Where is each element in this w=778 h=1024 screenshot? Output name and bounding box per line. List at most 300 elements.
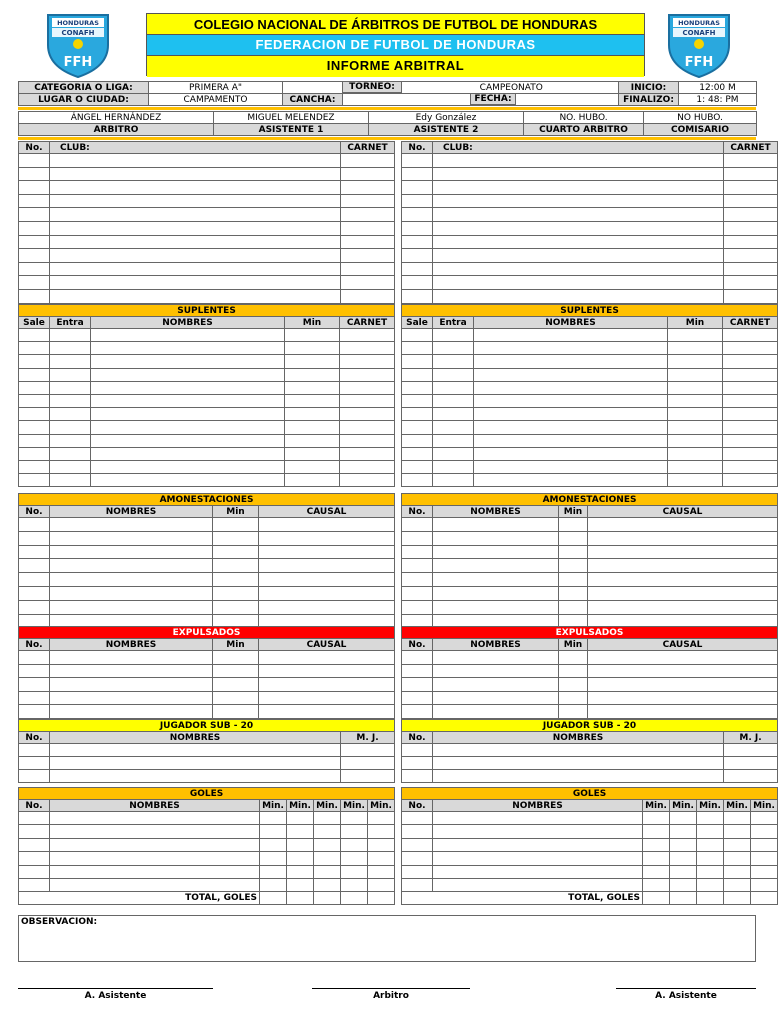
- table-cell[interactable]: [559, 678, 588, 692]
- table-cell[interactable]: [50, 573, 213, 587]
- table-cell[interactable]: [697, 838, 724, 851]
- table-cell[interactable]: [260, 838, 287, 851]
- table-cell[interactable]: [341, 154, 395, 168]
- table-cell[interactable]: [588, 545, 778, 559]
- table-cell[interactable]: [402, 852, 433, 865]
- table-cell[interactable]: [559, 664, 588, 678]
- table-cell[interactable]: [259, 545, 395, 559]
- table-cell[interactable]: [50, 381, 91, 394]
- table-cell[interactable]: [402, 770, 433, 783]
- table-cell[interactable]: [213, 573, 259, 587]
- table-cell[interactable]: [723, 355, 778, 368]
- total-cell[interactable]: [724, 892, 751, 905]
- table-cell[interactable]: [474, 460, 668, 473]
- table-cell[interactable]: [433, 559, 559, 573]
- official-name[interactable]: NO. HUBO.: [524, 112, 644, 124]
- table-cell[interactable]: [402, 518, 433, 532]
- table-cell[interactable]: [50, 329, 91, 342]
- table-cell[interactable]: [402, 447, 433, 460]
- table-cell[interactable]: [50, 545, 213, 559]
- table-cell[interactable]: [50, 812, 260, 825]
- table-cell[interactable]: [723, 474, 778, 487]
- table-cell[interactable]: [433, 368, 474, 381]
- table-cell[interactable]: [724, 744, 778, 757]
- table-cell[interactable]: [402, 355, 433, 368]
- table-cell[interactable]: [433, 181, 724, 195]
- total-cell[interactable]: [697, 892, 724, 905]
- table-cell[interactable]: [368, 865, 395, 878]
- table-cell[interactable]: [19, 474, 50, 487]
- table-cell[interactable]: [50, 221, 341, 235]
- table-cell[interactable]: [723, 368, 778, 381]
- table-cell[interactable]: [213, 678, 259, 692]
- table-cell[interactable]: [259, 573, 395, 587]
- table-cell[interactable]: [19, 447, 50, 460]
- table-cell[interactable]: [433, 276, 724, 290]
- table-cell[interactable]: [285, 474, 340, 487]
- table-cell[interactable]: [433, 235, 724, 249]
- table-cell[interactable]: [474, 329, 668, 342]
- table-cell[interactable]: [433, 812, 643, 825]
- table-cell[interactable]: [287, 878, 314, 891]
- table-cell[interactable]: [751, 812, 778, 825]
- table-cell[interactable]: [50, 600, 213, 614]
- table-cell[interactable]: [285, 447, 340, 460]
- table-cell[interactable]: [285, 421, 340, 434]
- table-cell[interactable]: [213, 518, 259, 532]
- table-cell[interactable]: [314, 852, 341, 865]
- table-cell[interactable]: [340, 342, 395, 355]
- table-cell[interactable]: [287, 838, 314, 851]
- table-cell[interactable]: [724, 194, 778, 208]
- table-cell[interactable]: [433, 434, 474, 447]
- total-cell[interactable]: [260, 892, 287, 905]
- table-cell[interactable]: [19, 394, 50, 407]
- table-cell[interactable]: [474, 447, 668, 460]
- table-cell[interactable]: [50, 181, 341, 195]
- table-cell[interactable]: [433, 531, 559, 545]
- table-cell[interactable]: [19, 852, 50, 865]
- table-cell[interactable]: [751, 878, 778, 891]
- table-cell[interactable]: [668, 460, 723, 473]
- table-cell[interactable]: [724, 812, 751, 825]
- table-cell[interactable]: [50, 825, 260, 838]
- total-cell[interactable]: [368, 892, 395, 905]
- official-name[interactable]: Edy González: [369, 112, 524, 124]
- table-cell[interactable]: [670, 865, 697, 878]
- table-cell[interactable]: [723, 447, 778, 460]
- table-cell[interactable]: [433, 865, 643, 878]
- table-cell[interactable]: [213, 559, 259, 573]
- table-cell[interactable]: [402, 434, 433, 447]
- table-cell[interactable]: [723, 381, 778, 394]
- table-cell[interactable]: [213, 691, 259, 705]
- table-cell[interactable]: [723, 394, 778, 407]
- table-cell[interactable]: [559, 691, 588, 705]
- table-cell[interactable]: [259, 705, 395, 719]
- table-cell[interactable]: [19, 664, 50, 678]
- table-cell[interactable]: [697, 865, 724, 878]
- table-cell[interactable]: [285, 408, 340, 421]
- table-cell[interactable]: [50, 838, 260, 851]
- table-cell[interactable]: [643, 825, 670, 838]
- table-cell[interactable]: [19, 878, 50, 891]
- table-cell[interactable]: [259, 559, 395, 573]
- table-cell[interactable]: [588, 691, 778, 705]
- table-cell[interactable]: [19, 812, 50, 825]
- table-cell[interactable]: [433, 289, 724, 303]
- table-cell[interactable]: [19, 460, 50, 473]
- table-cell[interactable]: [50, 249, 341, 263]
- table-cell[interactable]: [724, 181, 778, 195]
- table-cell[interactable]: [433, 154, 724, 168]
- table-cell[interactable]: [340, 329, 395, 342]
- table-cell[interactable]: [402, 678, 433, 692]
- total-cell[interactable]: [314, 892, 341, 905]
- table-cell[interactable]: [402, 276, 433, 290]
- total-cell[interactable]: [751, 892, 778, 905]
- table-cell[interactable]: [259, 518, 395, 532]
- table-cell[interactable]: [402, 329, 433, 342]
- table-cell[interactable]: [402, 878, 433, 891]
- table-cell[interactable]: [668, 368, 723, 381]
- table-cell[interactable]: [668, 329, 723, 342]
- official-name[interactable]: MIGUEL MELENDEZ: [214, 112, 369, 124]
- table-cell[interactable]: [285, 368, 340, 381]
- table-cell[interactable]: [751, 865, 778, 878]
- table-cell[interactable]: [433, 221, 724, 235]
- table-cell[interactable]: [19, 408, 50, 421]
- table-cell[interactable]: [724, 154, 778, 168]
- table-cell[interactable]: [50, 154, 341, 168]
- table-cell[interactable]: [402, 342, 433, 355]
- table-cell[interactable]: [91, 329, 285, 342]
- table-cell[interactable]: [402, 394, 433, 407]
- table-cell[interactable]: [50, 474, 91, 487]
- table-cell[interactable]: [670, 878, 697, 891]
- table-cell[interactable]: [433, 460, 474, 473]
- table-cell[interactable]: [402, 368, 433, 381]
- table-cell[interactable]: [670, 812, 697, 825]
- table-cell[interactable]: [314, 812, 341, 825]
- table-cell[interactable]: [668, 421, 723, 434]
- table-cell[interactable]: [213, 705, 259, 719]
- table-cell[interactable]: [402, 235, 433, 249]
- table-cell[interactable]: [751, 825, 778, 838]
- table-cell[interactable]: [670, 825, 697, 838]
- table-cell[interactable]: [402, 154, 433, 168]
- table-cell[interactable]: [559, 531, 588, 545]
- table-cell[interactable]: [668, 355, 723, 368]
- table-cell[interactable]: [50, 342, 91, 355]
- table-cell[interactable]: [19, 262, 50, 276]
- table-cell[interactable]: [402, 573, 433, 587]
- table-cell[interactable]: [50, 691, 213, 705]
- table-cell[interactable]: [402, 744, 433, 757]
- table-cell[interactable]: [91, 434, 285, 447]
- table-cell[interactable]: [19, 744, 50, 757]
- table-cell[interactable]: [260, 878, 287, 891]
- table-cell[interactable]: [559, 651, 588, 665]
- categoria-value[interactable]: PRIMERA A": [149, 82, 283, 94]
- table-cell[interactable]: [723, 421, 778, 434]
- table-cell[interactable]: [402, 705, 433, 719]
- table-cell[interactable]: [314, 825, 341, 838]
- torneo-value[interactable]: CAMPEONATO: [405, 82, 619, 94]
- table-cell[interactable]: [340, 408, 395, 421]
- table-cell[interactable]: [474, 408, 668, 421]
- table-cell[interactable]: [588, 651, 778, 665]
- table-cell[interactable]: [668, 434, 723, 447]
- table-cell[interactable]: [723, 342, 778, 355]
- table-cell[interactable]: [213, 600, 259, 614]
- table-cell[interactable]: [19, 586, 50, 600]
- table-cell[interactable]: [19, 573, 50, 587]
- table-cell[interactable]: [340, 447, 395, 460]
- table-cell[interactable]: [402, 194, 433, 208]
- table-cell[interactable]: [213, 531, 259, 545]
- table-cell[interactable]: [433, 262, 724, 276]
- table-cell[interactable]: [213, 545, 259, 559]
- table-cell[interactable]: [433, 586, 559, 600]
- observacion-box[interactable]: [18, 915, 756, 962]
- table-cell[interactable]: [668, 342, 723, 355]
- table-cell[interactable]: [213, 664, 259, 678]
- table-cell[interactable]: [341, 276, 395, 290]
- table-cell[interactable]: [341, 825, 368, 838]
- table-cell[interactable]: [668, 394, 723, 407]
- table-cell[interactable]: [91, 381, 285, 394]
- table-cell[interactable]: [341, 221, 395, 235]
- table-cell[interactable]: [91, 355, 285, 368]
- table-cell[interactable]: [259, 600, 395, 614]
- table-cell[interactable]: [340, 368, 395, 381]
- table-cell[interactable]: [19, 208, 50, 222]
- table-cell[interactable]: [643, 865, 670, 878]
- table-cell[interactable]: [724, 208, 778, 222]
- table-cell[interactable]: [341, 262, 395, 276]
- table-cell[interactable]: [19, 518, 50, 532]
- table-cell[interactable]: [19, 167, 50, 181]
- table-cell[interactable]: [91, 474, 285, 487]
- official-name[interactable]: NO HUBO.: [644, 112, 757, 124]
- table-cell[interactable]: [341, 181, 395, 195]
- table-cell[interactable]: [50, 289, 341, 303]
- table-cell[interactable]: [433, 474, 474, 487]
- table-cell[interactable]: [559, 586, 588, 600]
- table-cell[interactable]: [341, 757, 395, 770]
- table-cell[interactable]: [588, 559, 778, 573]
- table-cell[interactable]: [19, 865, 50, 878]
- table-cell[interactable]: [668, 474, 723, 487]
- table-cell[interactable]: [260, 812, 287, 825]
- table-cell[interactable]: [723, 434, 778, 447]
- table-cell[interactable]: [559, 545, 588, 559]
- table-cell[interactable]: [91, 408, 285, 421]
- table-cell[interactable]: [19, 757, 50, 770]
- table-cell[interactable]: [724, 289, 778, 303]
- table-cell[interactable]: [340, 421, 395, 434]
- table-cell[interactable]: [341, 812, 368, 825]
- table-cell[interactable]: [724, 770, 778, 783]
- table-cell[interactable]: [19, 421, 50, 434]
- table-cell[interactable]: [19, 355, 50, 368]
- table-cell[interactable]: [260, 852, 287, 865]
- table-cell[interactable]: [368, 838, 395, 851]
- table-cell[interactable]: [724, 838, 751, 851]
- table-cell[interactable]: [402, 208, 433, 222]
- table-cell[interactable]: [341, 852, 368, 865]
- table-cell[interactable]: [91, 460, 285, 473]
- table-cell[interactable]: [19, 154, 50, 168]
- table-cell[interactable]: [433, 664, 559, 678]
- table-cell[interactable]: [50, 678, 213, 692]
- table-cell[interactable]: [433, 878, 643, 891]
- table-cell[interactable]: [402, 531, 433, 545]
- table-cell[interactable]: [751, 838, 778, 851]
- table-cell[interactable]: [50, 355, 91, 368]
- total-cell[interactable]: [341, 892, 368, 905]
- table-cell[interactable]: [559, 518, 588, 532]
- table-cell[interactable]: [474, 355, 668, 368]
- table-cell[interactable]: [341, 878, 368, 891]
- table-cell[interactable]: [259, 691, 395, 705]
- table-cell[interactable]: [433, 518, 559, 532]
- table-cell[interactable]: [433, 329, 474, 342]
- table-cell[interactable]: [314, 865, 341, 878]
- table-cell[interactable]: [368, 852, 395, 865]
- table-cell[interactable]: [724, 276, 778, 290]
- table-cell[interactable]: [402, 181, 433, 195]
- table-cell[interactable]: [697, 852, 724, 865]
- table-cell[interactable]: [402, 381, 433, 394]
- table-cell[interactable]: [724, 865, 751, 878]
- table-cell[interactable]: [724, 235, 778, 249]
- table-cell[interactable]: [474, 474, 668, 487]
- table-cell[interactable]: [433, 825, 643, 838]
- table-cell[interactable]: [340, 474, 395, 487]
- table-cell[interactable]: [50, 865, 260, 878]
- table-cell[interactable]: [285, 381, 340, 394]
- table-cell[interactable]: [588, 586, 778, 600]
- table-cell[interactable]: [341, 865, 368, 878]
- table-cell[interactable]: [314, 878, 341, 891]
- table-cell[interactable]: [668, 447, 723, 460]
- table-cell[interactable]: [50, 852, 260, 865]
- total-cell[interactable]: [287, 892, 314, 905]
- table-cell[interactable]: [668, 381, 723, 394]
- table-cell[interactable]: [50, 460, 91, 473]
- table-cell[interactable]: [402, 421, 433, 434]
- table-cell[interactable]: [285, 342, 340, 355]
- table-cell[interactable]: [50, 235, 341, 249]
- table-cell[interactable]: [402, 825, 433, 838]
- table-cell[interactable]: [402, 812, 433, 825]
- table-cell[interactable]: [588, 600, 778, 614]
- table-cell[interactable]: [340, 381, 395, 394]
- table-cell[interactable]: [433, 573, 559, 587]
- table-cell[interactable]: [19, 329, 50, 342]
- table-cell[interactable]: [433, 381, 474, 394]
- table-cell[interactable]: [50, 757, 341, 770]
- table-cell[interactable]: [433, 421, 474, 434]
- table-cell[interactable]: [402, 460, 433, 473]
- table-cell[interactable]: [19, 600, 50, 614]
- table-cell[interactable]: [341, 249, 395, 263]
- table-cell[interactable]: [433, 355, 474, 368]
- table-cell[interactable]: [260, 825, 287, 838]
- table-cell[interactable]: [433, 651, 559, 665]
- table-cell[interactable]: [19, 838, 50, 851]
- table-cell[interactable]: [433, 545, 559, 559]
- table-cell[interactable]: [433, 342, 474, 355]
- table-cell[interactable]: [433, 744, 724, 757]
- table-cell[interactable]: [19, 194, 50, 208]
- table-cell[interactable]: [341, 744, 395, 757]
- table-cell[interactable]: [724, 878, 751, 891]
- table-cell[interactable]: [340, 460, 395, 473]
- table-cell[interactable]: [91, 421, 285, 434]
- table-cell[interactable]: [402, 545, 433, 559]
- table-cell[interactable]: [368, 812, 395, 825]
- table-cell[interactable]: [340, 394, 395, 407]
- table-cell[interactable]: [402, 167, 433, 181]
- table-cell[interactable]: [724, 249, 778, 263]
- table-cell[interactable]: [402, 474, 433, 487]
- table-cell[interactable]: [724, 221, 778, 235]
- table-cell[interactable]: [50, 167, 341, 181]
- table-cell[interactable]: [285, 460, 340, 473]
- table-cell[interactable]: [402, 600, 433, 614]
- table-cell[interactable]: [19, 531, 50, 545]
- table-cell[interactable]: [19, 276, 50, 290]
- table-cell[interactable]: [287, 852, 314, 865]
- table-cell[interactable]: [670, 838, 697, 851]
- table-cell[interactable]: [474, 368, 668, 381]
- table-cell[interactable]: [723, 329, 778, 342]
- table-cell[interactable]: [19, 368, 50, 381]
- table-cell[interactable]: [19, 289, 50, 303]
- table-cell[interactable]: [259, 664, 395, 678]
- table-cell[interactable]: [402, 289, 433, 303]
- table-cell[interactable]: [474, 434, 668, 447]
- table-cell[interactable]: [50, 705, 213, 719]
- table-cell[interactable]: [50, 408, 91, 421]
- table-cell[interactable]: [19, 342, 50, 355]
- lugar-value[interactable]: CAMPAMENTO: [149, 94, 283, 106]
- table-cell[interactable]: [724, 757, 778, 770]
- table-cell[interactable]: [340, 434, 395, 447]
- table-cell[interactable]: [402, 838, 433, 851]
- table-cell[interactable]: [259, 678, 395, 692]
- table-cell[interactable]: [433, 447, 474, 460]
- official-name[interactable]: ÁNGEL HERNÁNDEZ: [19, 112, 214, 124]
- table-cell[interactable]: [50, 394, 91, 407]
- table-cell[interactable]: [402, 651, 433, 665]
- table-cell[interactable]: [670, 852, 697, 865]
- table-cell[interactable]: [402, 865, 433, 878]
- table-cell[interactable]: [588, 678, 778, 692]
- table-cell[interactable]: [19, 545, 50, 559]
- table-cell[interactable]: [402, 559, 433, 573]
- total-cell[interactable]: [670, 892, 697, 905]
- table-cell[interactable]: [368, 825, 395, 838]
- table-cell[interactable]: [668, 408, 723, 421]
- table-cell[interactable]: [643, 838, 670, 851]
- table-cell[interactable]: [50, 208, 341, 222]
- table-cell[interactable]: [402, 586, 433, 600]
- table-cell[interactable]: [402, 262, 433, 276]
